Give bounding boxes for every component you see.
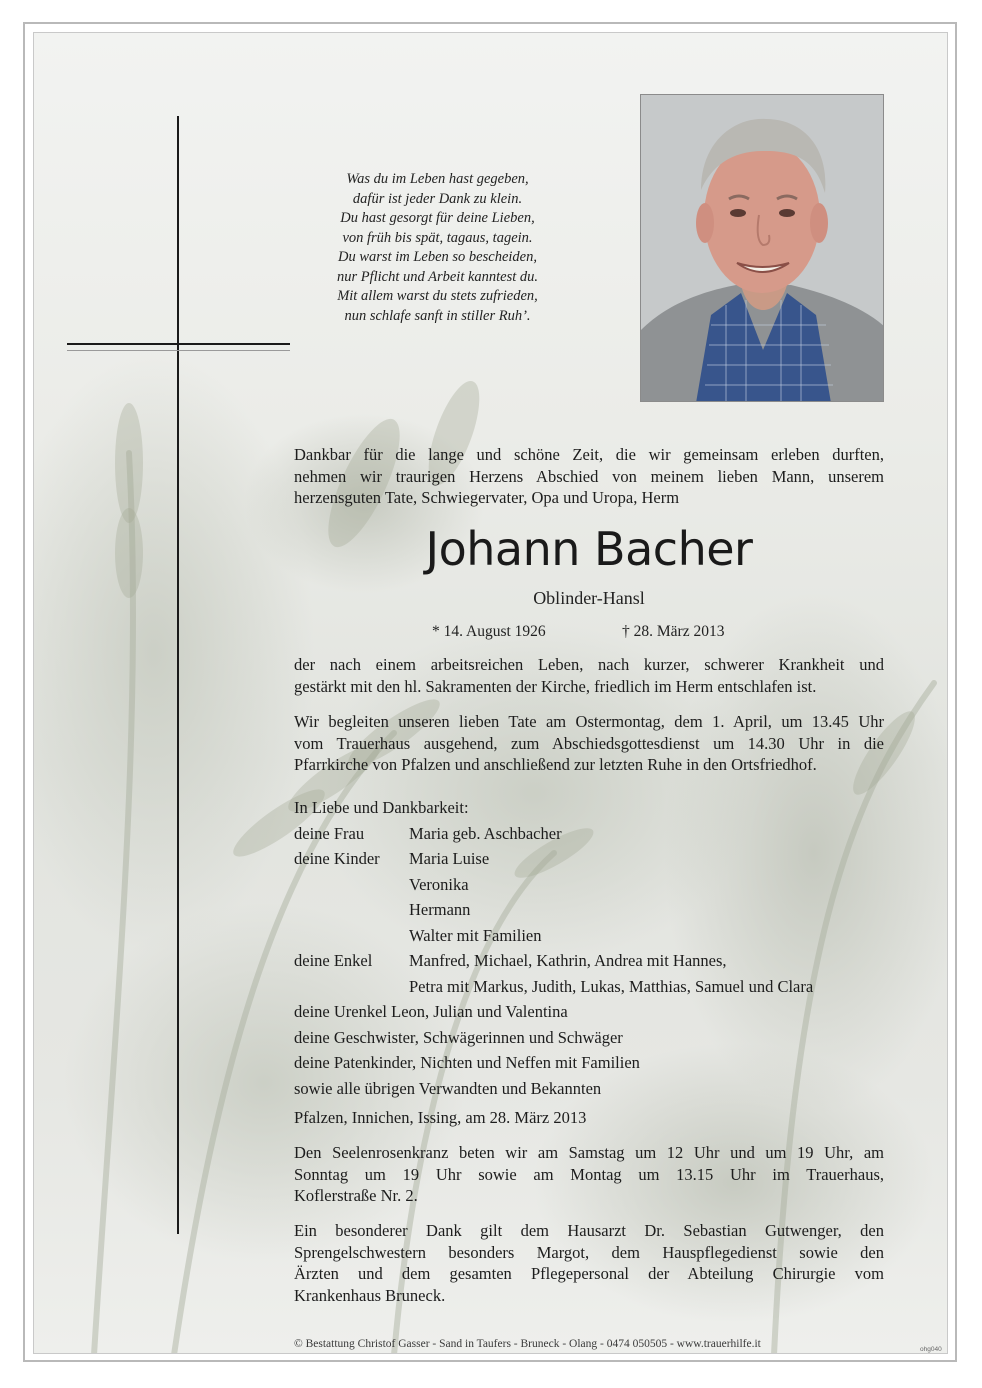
intro-line: Dankbar für die lange und schöne Zeit, die wir gemeinsam erleben durften, [294,445,884,464]
child-name: Walter mit Familien [409,925,542,945]
children-label: deine Kinder [294,849,380,868]
paragraph-line: Pfarrkirche von Pfalzen und anschließend zur letzten Ruhe in den Ortsfriedhof. [294,755,817,774]
death-date: † 28. März 2013 [622,623,725,640]
mourners-list [294,795,894,1101]
grandchildren-names: Petra mit Markus, Judith, Lukas, Matthias, Samuel und Clara [409,976,814,996]
poem-line: Du warst im Leben so bescheiden, [338,249,537,265]
grandchildren-label: deine Enkel [294,951,373,970]
relatives-line: sowie alle übrigen Verwandten und Bekannten [294,1078,602,1098]
memorial-poem [300,170,575,326]
paragraph-line: Wir begleiten unseren lieben Tate am Ostermontag, dem 1. April, um 13.45 Uhr [294,712,884,731]
wife-name: Maria geb. Aschbacher [409,823,562,843]
poem-line: Mit allem warst du stets zufrieden, [337,288,538,304]
place-and-date: Pfalzen, Innichen, Issing, am 28. März 2013 [294,1108,587,1127]
intro-line: herzensguten Tate, Schwiegervater, Opa und Uropa, Herm [294,488,680,507]
funeral-paragraph [294,711,884,776]
child-name: Hermann [409,900,471,919]
great-grandchildren-line: deine Urenkel Leon, Julian und Valentina [294,1002,568,1021]
intro-paragraph [294,444,884,509]
passing-paragraph [294,654,884,697]
paragraph-line: vom Trauerhaus ausgehend, zum Abschiedsgottesdienst um 14.30 Uhr in die [294,733,884,753]
godchildren-line: deine Patenkinder, Nichten und Neffen mit Familien [294,1053,640,1072]
thanks-paragraph [294,1220,884,1306]
poem-line: nun schlafe sanft in stiller Ruh’. [344,307,531,324]
paragraph-line: gestärkt mit den hl. Sakramenten der Kirche, friedlich im Herm entschlafen ist. [294,676,817,696]
paragraph-line: Koflerstraße Nr. 2. [294,1186,418,1205]
funeral-home-footer: © Bestattung Christof Gasser - Sand in Taufers - Bruneck - Olang - 0474 050505 - www.trauerhilfe.it [294,1338,761,1350]
deceased-name: Johann Bacher [425,522,753,576]
cross-beam-shadow [67,350,290,351]
template-code: ohg040 [920,1346,942,1353]
intro-line: nehmen wir traurigen Herzens Abschied von meinem lieben Mann, unserem [294,466,884,486]
poem-line: dafür ist jeder Dank zu klein. [352,190,523,207]
paragraph-line: Krankenhaus Bruneck. [294,1285,446,1305]
wife-label: deine Frau [294,823,365,843]
mourners-heading: In Liebe und Dankbarkeit: [294,798,469,817]
paragraph-line: Ein besonderer Dank gilt dem Hausarzt Dr. Sebastian Gutwenger, den [294,1221,884,1240]
rosary-paragraph [294,1142,884,1207]
paragraph-line: Ärzten und dem gesamten Pflegepersonal der Abteilung Chirurgie vom [294,1264,884,1283]
cross-vertical-beam [177,116,179,1234]
poem-line: von früh bis spät, tagaus, tagein. [342,229,533,246]
siblings-line: deine Geschwister, Schwägerinnen und Schwäger [294,1027,623,1047]
child-name: Maria Luise [409,849,490,868]
poem-line: Was du im Leben hast gegeben, [346,171,529,187]
portrait-photo [640,94,884,402]
paragraph-line: Sonntag um 19 Uhr sowie am Montag um 13.15 Uhr im Trauerhaus, [294,1164,884,1184]
paragraph-line: der nach einem arbeitsreichen Leben, nach kurzer, schwerer Krankheit und [294,655,884,674]
paragraph-line: Sprengelschwestern besonders Margot, dem Hauspflegedienst sowie den [294,1242,884,1262]
deceased-nickname: Oblinder-Hansl [533,588,645,608]
cross-horizontal-beam [67,343,290,345]
poem-line: Du hast gesorgt für deine Lieben, [340,210,535,226]
child-name: Veronika [409,874,469,894]
grandchildren-names: Manfred, Michael, Kathrin, Andrea mit Hannes, [409,951,727,970]
poem-line: nur Pflicht und Arbeit kanntest du. [336,268,539,285]
paragraph-line: Den Seelenrosenkranz beten wir am Samstag um 12 Uhr und um 19 Uhr, am [294,1143,884,1162]
birth-date: * 14. August 1926 [432,623,546,640]
